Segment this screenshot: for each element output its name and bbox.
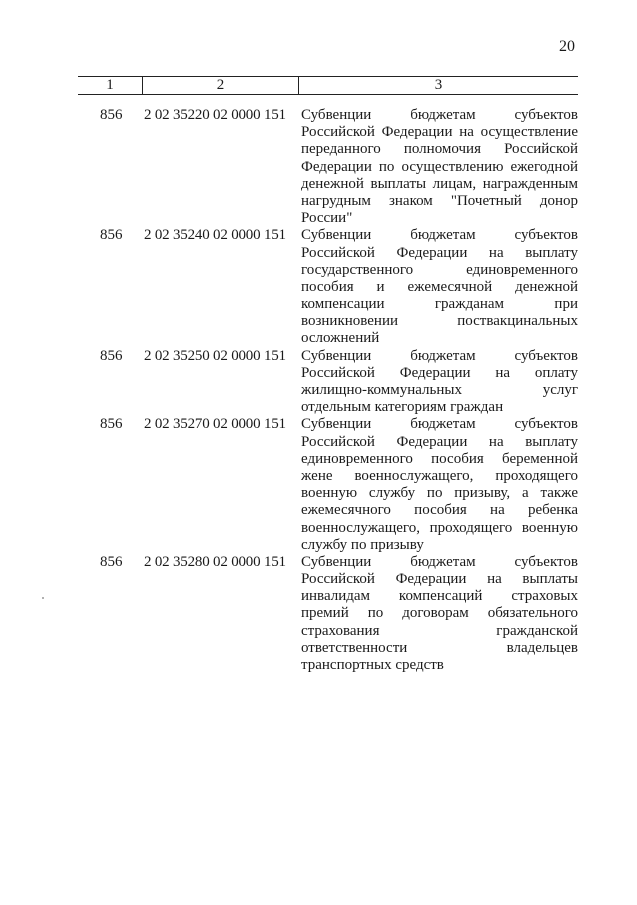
- description-line: пособия и ежемесячной денежной: [301, 278, 578, 295]
- description-line: возникновении поствакцинальных: [301, 313, 578, 330]
- budget-table: [78, 76, 578, 674]
- description-line: переданного полномочия Российской: [301, 141, 578, 158]
- description-line: России": [301, 210, 353, 227]
- admin-code: 856: [100, 107, 123, 123]
- income-description: [298, 348, 578, 417]
- description-line: нагрудным знаком "Почетный донор: [301, 192, 578, 209]
- description-line: жене военнослужащего, проходящего: [301, 467, 578, 484]
- scan-speck: [42, 597, 44, 599]
- header-col-2: 2: [142, 77, 298, 94]
- table-row: [78, 227, 578, 347]
- page-number: 20: [559, 38, 575, 55]
- description-line: Субвенции бюджетам субъектов: [301, 347, 578, 364]
- description-line: Российской Федерации на осуществление: [301, 124, 578, 141]
- income-description: [298, 554, 578, 674]
- table-row: [78, 348, 578, 417]
- description-line: страхования гражданской: [301, 622, 578, 639]
- description-line: компенсации гражданам при: [301, 296, 578, 313]
- description-line: Федерации по осуществлению ежегодной: [301, 158, 578, 175]
- budget-classification-code: 2 02 35250 02 0000 151: [144, 347, 286, 364]
- header-col-3: 3: [298, 77, 578, 94]
- budget-classification-code: 2 02 35270 02 0000 151: [144, 416, 286, 433]
- budget-classification-code: 2 02 35220 02 0000 151: [144, 107, 286, 123]
- budget-classification-code: 2 02 35280 02 0000 151: [144, 553, 286, 570]
- description-line: отдельным категориям граждан: [301, 399, 504, 416]
- admin-code: 856: [100, 416, 123, 433]
- description-line: ежемесячного пособия на ребенка: [301, 502, 578, 519]
- admin-code: 856: [100, 347, 123, 364]
- income-description: [298, 227, 578, 347]
- description-line: инвалидам компенсаций страховых: [301, 588, 578, 605]
- description-line: Субвенции бюджетам субъектов: [301, 227, 578, 244]
- admin-code: 856: [100, 553, 123, 570]
- table-body: [78, 95, 578, 674]
- description-line: государственного единовременного: [301, 261, 578, 278]
- table-row: [78, 554, 578, 674]
- description-line: Российской Федерации на выплату: [301, 433, 578, 450]
- header-col-1: 1: [106, 77, 114, 93]
- table-row: [78, 416, 578, 554]
- description-line: военнослужащего, проходящего военную: [301, 519, 578, 536]
- budget-classification-code: 2 02 35240 02 0000 151: [144, 227, 286, 244]
- description-line: жилищно-коммунальных услуг: [301, 382, 578, 398]
- income-description: [298, 416, 578, 554]
- income-description: [298, 107, 578, 227]
- description-line: службу по призыву: [301, 536, 424, 553]
- admin-code: 856: [100, 227, 123, 244]
- description-line: премий по договорам обязательного: [301, 605, 578, 622]
- description-line: военную службу по призыву, а также: [301, 485, 578, 502]
- description-line: Субвенции бюджетам субъектов: [301, 107, 578, 123]
- description-line: денежной выплаты лицам, награжденным: [301, 175, 578, 192]
- description-line: Российской Федерации на выплаты: [301, 571, 578, 588]
- description-line: транспортных средств: [301, 657, 444, 673]
- description-line: единовременного пособия беременной: [301, 450, 578, 467]
- table-row: [78, 107, 578, 227]
- description-line: Субвенции бюджетам субъектов: [301, 553, 578, 570]
- description-line: Субвенции бюджетам субъектов: [301, 416, 578, 433]
- description-line: ответственности владельцев: [301, 639, 578, 656]
- description-line: Российской Федерации на оплату: [301, 364, 578, 381]
- table-header: [78, 76, 578, 95]
- description-line: Российской Федерации на выплату: [301, 244, 578, 261]
- description-line: осложнений: [301, 330, 380, 347]
